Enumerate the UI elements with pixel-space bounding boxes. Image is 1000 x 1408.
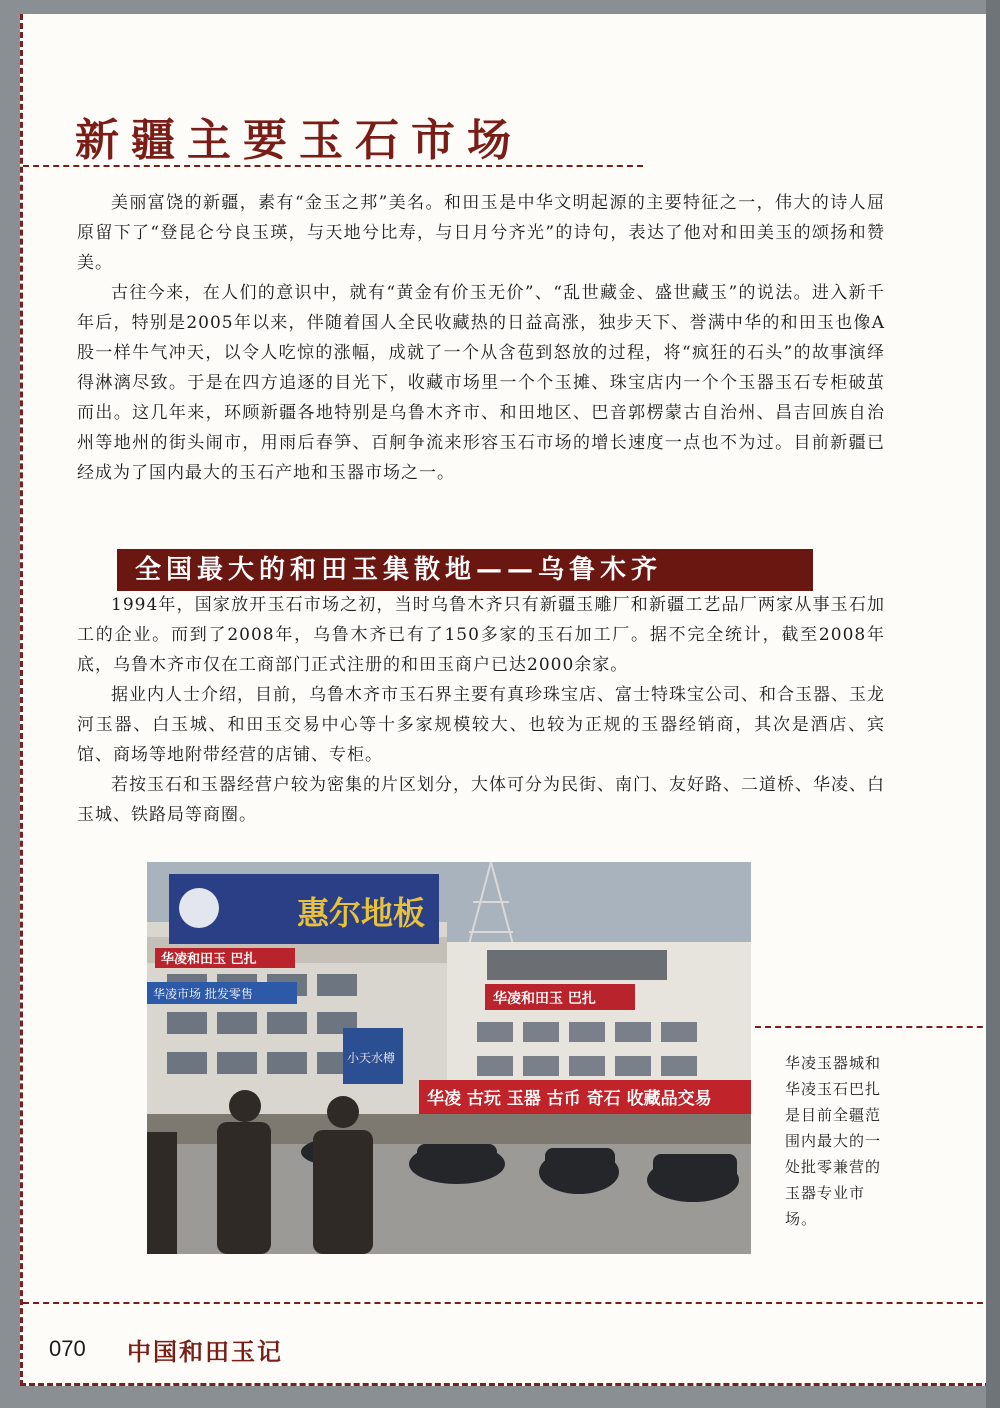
section-heading: 全国最大的和田玉集散地——乌鲁木齐 bbox=[117, 549, 813, 591]
photo-caption: 华凌玉器城和华凌玉石巴扎是目前全疆范围内最大的一处批零兼营的玉器专业市场。 bbox=[785, 1054, 882, 1228]
small-banner-text: 华凌市场 批发零售 bbox=[153, 987, 253, 1001]
side-sign-text: 小天水樽 bbox=[347, 1051, 396, 1065]
paragraph: 据业内人士介绍，目前，乌鲁木齐市玉石界主要有真珍珠宝店、富士特珠宝公司、和合玉器、玉龙河玉器、白玉城、和田玉交易中心等十多家规模较大、也较为正规的玉器经销商，其次是酒店、宾馆、商场等地附带经营的店铺、专柜。 bbox=[77, 685, 885, 765]
page-number: 070 bbox=[49, 1336, 86, 1361]
intro-text bbox=[77, 188, 885, 488]
title-divider bbox=[23, 165, 643, 167]
paragraph: 若按玉石和玉器经营户较为密集的片区划分，大体可分为民街、南门、友好路、二道桥、华凌、白玉城、铁路局等商圈。 bbox=[77, 775, 885, 825]
shop-sign-text: 华凌 古玩 玉器 古币 奇石 收藏品交易 bbox=[427, 1089, 712, 1109]
footer-divider bbox=[23, 1302, 1000, 1304]
caption-divider bbox=[755, 1026, 1000, 1028]
page-title: 新疆主要玉石市场 bbox=[75, 115, 523, 166]
sign-left-text: 华凌和田玉 巴扎 bbox=[161, 952, 257, 967]
paragraph: 1994年，国家放开玉石市场之初，当时乌鲁木齐只有新疆玉雕厂和新疆工艺品厂两家从事玉石加工的企业。而到了2008年，乌鲁木齐已有了150多家的玉石加工厂。据不完全统计，截至2008年底，乌鲁木齐市仅在工商部门正式注册的和田玉商户已达2000余家。 bbox=[77, 595, 885, 675]
section-text bbox=[77, 590, 885, 830]
market-photo bbox=[147, 862, 751, 1254]
page bbox=[20, 14, 1000, 1386]
paragraph: 美丽富饶的新疆，素有“金玉之邦”美名。和田玉是中华文明起源的主要特征之一，伟大的诗人屈原留下了“登昆仑兮良玉瑛，与天地兮比寿，与日月兮齐光”的诗句，表达了他对和田美玉的颂扬和赞美。 bbox=[77, 193, 885, 273]
page-edge bbox=[986, 0, 1000, 1408]
paragraph: 古往今来，在人们的意识中，就有“黄金有价玉无价”、“乱世藏金、盛世藏玉”的说法。进入新千年后，特别是2005年以来，伴随着国人全民收藏热的日益高涨，独步天下、誉满中华的和田玉也像A股一样牛气冲天，以令人吃惊的涨幅，成就了一个从含苞到怒放的过程，将“疯狂的石头”的故事演绎得淋漓尽致。于是在四方追逐的目光下，收藏市场里一个个玉摊、珠宝店内一个个玉器玉石专柜破茧而出。这几年来，环顾新疆各地特别是乌鲁木齐市、和田地区、巴音郭楞蒙古自治州、昌吉回族自治州等地州的街头闹市，用雨后春笋、百舸争流来形容玉石市场的增长速度一点也不为过。目前新疆已经成为了国内最大的玉石产地和玉器市场之一。 bbox=[77, 283, 885, 483]
book-title: 中国和田玉记 bbox=[127, 1338, 283, 1366]
billboard-text: 惠尔地板 bbox=[297, 894, 426, 932]
sign-mid-text: 华凌和田玉 巴扎 bbox=[493, 991, 596, 1007]
